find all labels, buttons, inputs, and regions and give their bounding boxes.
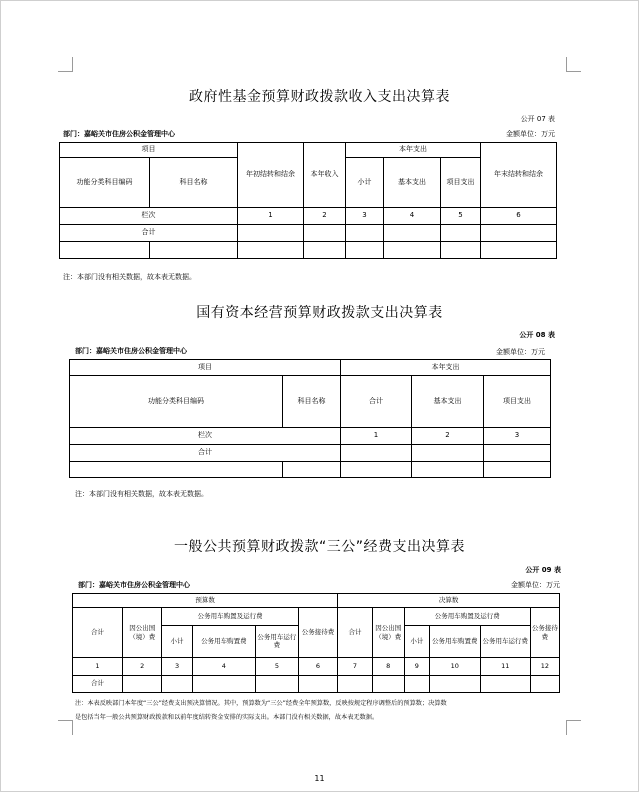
table3-title: 一般公共预算财政拨款“三公”经费支出决算表 <box>173 539 465 555</box>
t1-col-label: 栏次 <box>60 208 238 225</box>
t3-final-abroad-header: 因公出国（境）费 <box>372 608 404 658</box>
t2-col-label: 栏次 <box>70 428 341 445</box>
t3-budget-abroad-header: 因公出国（境）费 <box>122 608 162 658</box>
t2-func-code-header: 功能分类科目编码 <box>70 376 283 428</box>
table-cell <box>304 242 346 259</box>
t2-item-header: 项目 <box>70 360 341 376</box>
table2 <box>69 359 551 478</box>
table-cell <box>192 675 255 692</box>
t3-col-2: 2 <box>122 658 162 675</box>
table-cell <box>256 675 299 692</box>
table-cell <box>429 675 480 692</box>
t3-budget-car-group-header: 公务用车购置及运行费 <box>162 608 298 625</box>
table-cell <box>346 225 384 242</box>
t3-final-car-group-header: 公务用车购置及运行费 <box>404 608 530 625</box>
t1-col-2: 2 <box>304 208 346 225</box>
t1-end-balance-header: 年末结转和结余 <box>481 143 557 208</box>
t2-subtotal-header: 合计 <box>341 376 412 428</box>
table-cell <box>412 445 484 462</box>
t2-expense-header: 本年支出 <box>341 360 551 376</box>
t3-col-1: 1 <box>73 658 123 675</box>
table-cell <box>122 675 162 692</box>
t1-func-code-header: 功能分类科目编码 <box>60 158 150 208</box>
t1-item-header: 项目 <box>60 143 238 158</box>
t3-col-11: 11 <box>480 658 530 675</box>
t3-budget-subtotal-header: 小计 <box>162 625 192 658</box>
t1-total-label: 合计 <box>60 225 238 242</box>
t1-subject-header: 科目名称 <box>150 158 238 208</box>
t3-col-9: 9 <box>404 658 429 675</box>
table1-unit: 金额单位：万元 <box>506 130 555 138</box>
table-cell <box>341 462 412 478</box>
table2-title: 国有资本经营预算财政拨款支出决算表 <box>196 305 443 321</box>
table-cell <box>60 242 150 259</box>
crop-mark-bottom-left <box>58 720 73 735</box>
t3-budget-header: 预算数 <box>73 594 338 608</box>
t3-budget-car-run-header: 公务用车运行费 <box>256 625 299 658</box>
t3-col-3: 3 <box>162 658 192 675</box>
t3-budget-total-header: 合计 <box>73 608 123 658</box>
table-cell <box>341 445 412 462</box>
table-cell <box>298 675 338 692</box>
table-cell <box>404 675 429 692</box>
table1-note: 注：本部门没有相关数据，故本表无数据。 <box>63 273 196 281</box>
t1-basic-header: 基本支出 <box>384 158 441 208</box>
t1-col-5: 5 <box>441 208 481 225</box>
table-cell <box>70 462 283 478</box>
t1-income-header: 本年收入 <box>304 143 346 208</box>
table3-note-line1: 注：本表反映部门本年度“三公”经费支出预决算情况。其中，预算数为“三公”经费全年预算数，反映按规定程序调整后的预算数；决算数 <box>75 700 447 707</box>
t3-final-car-run-header: 公务用车运行费 <box>480 625 530 658</box>
t2-basic-header: 基本支出 <box>412 376 484 428</box>
table-cell <box>304 225 346 242</box>
table1 <box>59 142 557 259</box>
table-cell <box>338 675 372 692</box>
table3-code: 公开 09 表 <box>525 566 561 574</box>
table-cell <box>484 445 551 462</box>
t3-total-label: 合计 <box>73 675 123 692</box>
table3-unit: 金额单位：万元 <box>511 581 560 589</box>
table-cell <box>384 242 441 259</box>
table1-dept: 部门：嘉峪关市住房公积金管理中心 <box>63 130 175 138</box>
t1-subtotal-header: 小计 <box>346 158 384 208</box>
t3-final-subtotal-header: 小计 <box>404 625 429 658</box>
table-row <box>60 242 557 259</box>
table-cell <box>484 462 551 478</box>
table1-code: 公开 07 表 <box>520 115 555 123</box>
table-cell <box>530 675 559 692</box>
table2-dept: 部门：嘉峪关市住房公积金管理中心 <box>75 347 187 355</box>
table-cell <box>412 462 484 478</box>
t1-begin-balance-header: 年初结转和结余 <box>238 143 304 208</box>
table-cell <box>441 225 481 242</box>
t2-col-2: 2 <box>412 428 484 445</box>
crop-mark-top-left <box>58 57 73 72</box>
table-row <box>70 462 551 478</box>
table-cell <box>481 242 557 259</box>
table3 <box>72 593 560 693</box>
table-cell <box>238 225 304 242</box>
t2-col-3: 3 <box>484 428 551 445</box>
t3-budget-reception-header: 公务接待费 <box>298 608 338 658</box>
table3-note-line2: 是包括当年一般公共预算财政拨款和以前年度结转资金安排的实际支出。本部门没有相关数据，故本表无数据。 <box>75 714 379 721</box>
table1-title: 政府性基金预算财政拨款收入支出决算表 <box>189 89 450 105</box>
table-cell <box>384 225 441 242</box>
t2-project-header: 项目支出 <box>484 376 551 428</box>
table-cell <box>283 462 341 478</box>
table-cell <box>441 242 481 259</box>
table2-unit: 金额单位：万元 <box>496 348 545 356</box>
t2-subject-header: 科目名称 <box>283 376 341 428</box>
table-cell <box>346 242 384 259</box>
t3-final-header: 决算数 <box>338 594 560 608</box>
table-cell <box>238 242 304 259</box>
t3-col-10: 10 <box>429 658 480 675</box>
t1-expense-header: 本年支出 <box>346 143 481 158</box>
t1-col-6: 6 <box>481 208 557 225</box>
crop-mark-top-right <box>566 57 581 72</box>
t3-col-5: 5 <box>256 658 299 675</box>
page-number: 11 <box>314 774 325 783</box>
t3-final-total-header: 合计 <box>338 608 372 658</box>
t1-col-3: 3 <box>346 208 384 225</box>
table-cell <box>162 675 192 692</box>
table-cell <box>150 242 238 259</box>
t3-col-8: 8 <box>372 658 404 675</box>
t3-budget-car-purchase-header: 公务用车购置费 <box>192 625 255 658</box>
table2-note: 注：本部门没有相关数据，故本表无数据。 <box>75 490 208 498</box>
t2-col-1: 1 <box>341 428 412 445</box>
table3-dept: 部门：嘉峪关市住房公积金管理中心 <box>78 581 190 589</box>
t3-final-reception-header: 公务接待费 <box>530 608 559 658</box>
t3-col-12: 12 <box>530 658 559 675</box>
t1-col-1: 1 <box>238 208 304 225</box>
crop-mark-bottom-right <box>566 720 581 735</box>
table-cell <box>481 225 557 242</box>
t3-final-car-purchase-header: 公务用车购置费 <box>429 625 480 658</box>
table-cell <box>372 675 404 692</box>
t3-col-7: 7 <box>338 658 372 675</box>
t3-col-4: 4 <box>192 658 255 675</box>
t3-col-6: 6 <box>298 658 338 675</box>
t1-project-header: 项目支出 <box>441 158 481 208</box>
table2-code: 公开 08 表 <box>519 331 555 339</box>
t2-total-label: 合计 <box>70 445 341 462</box>
table-cell <box>480 675 530 692</box>
t1-col-4: 4 <box>384 208 441 225</box>
